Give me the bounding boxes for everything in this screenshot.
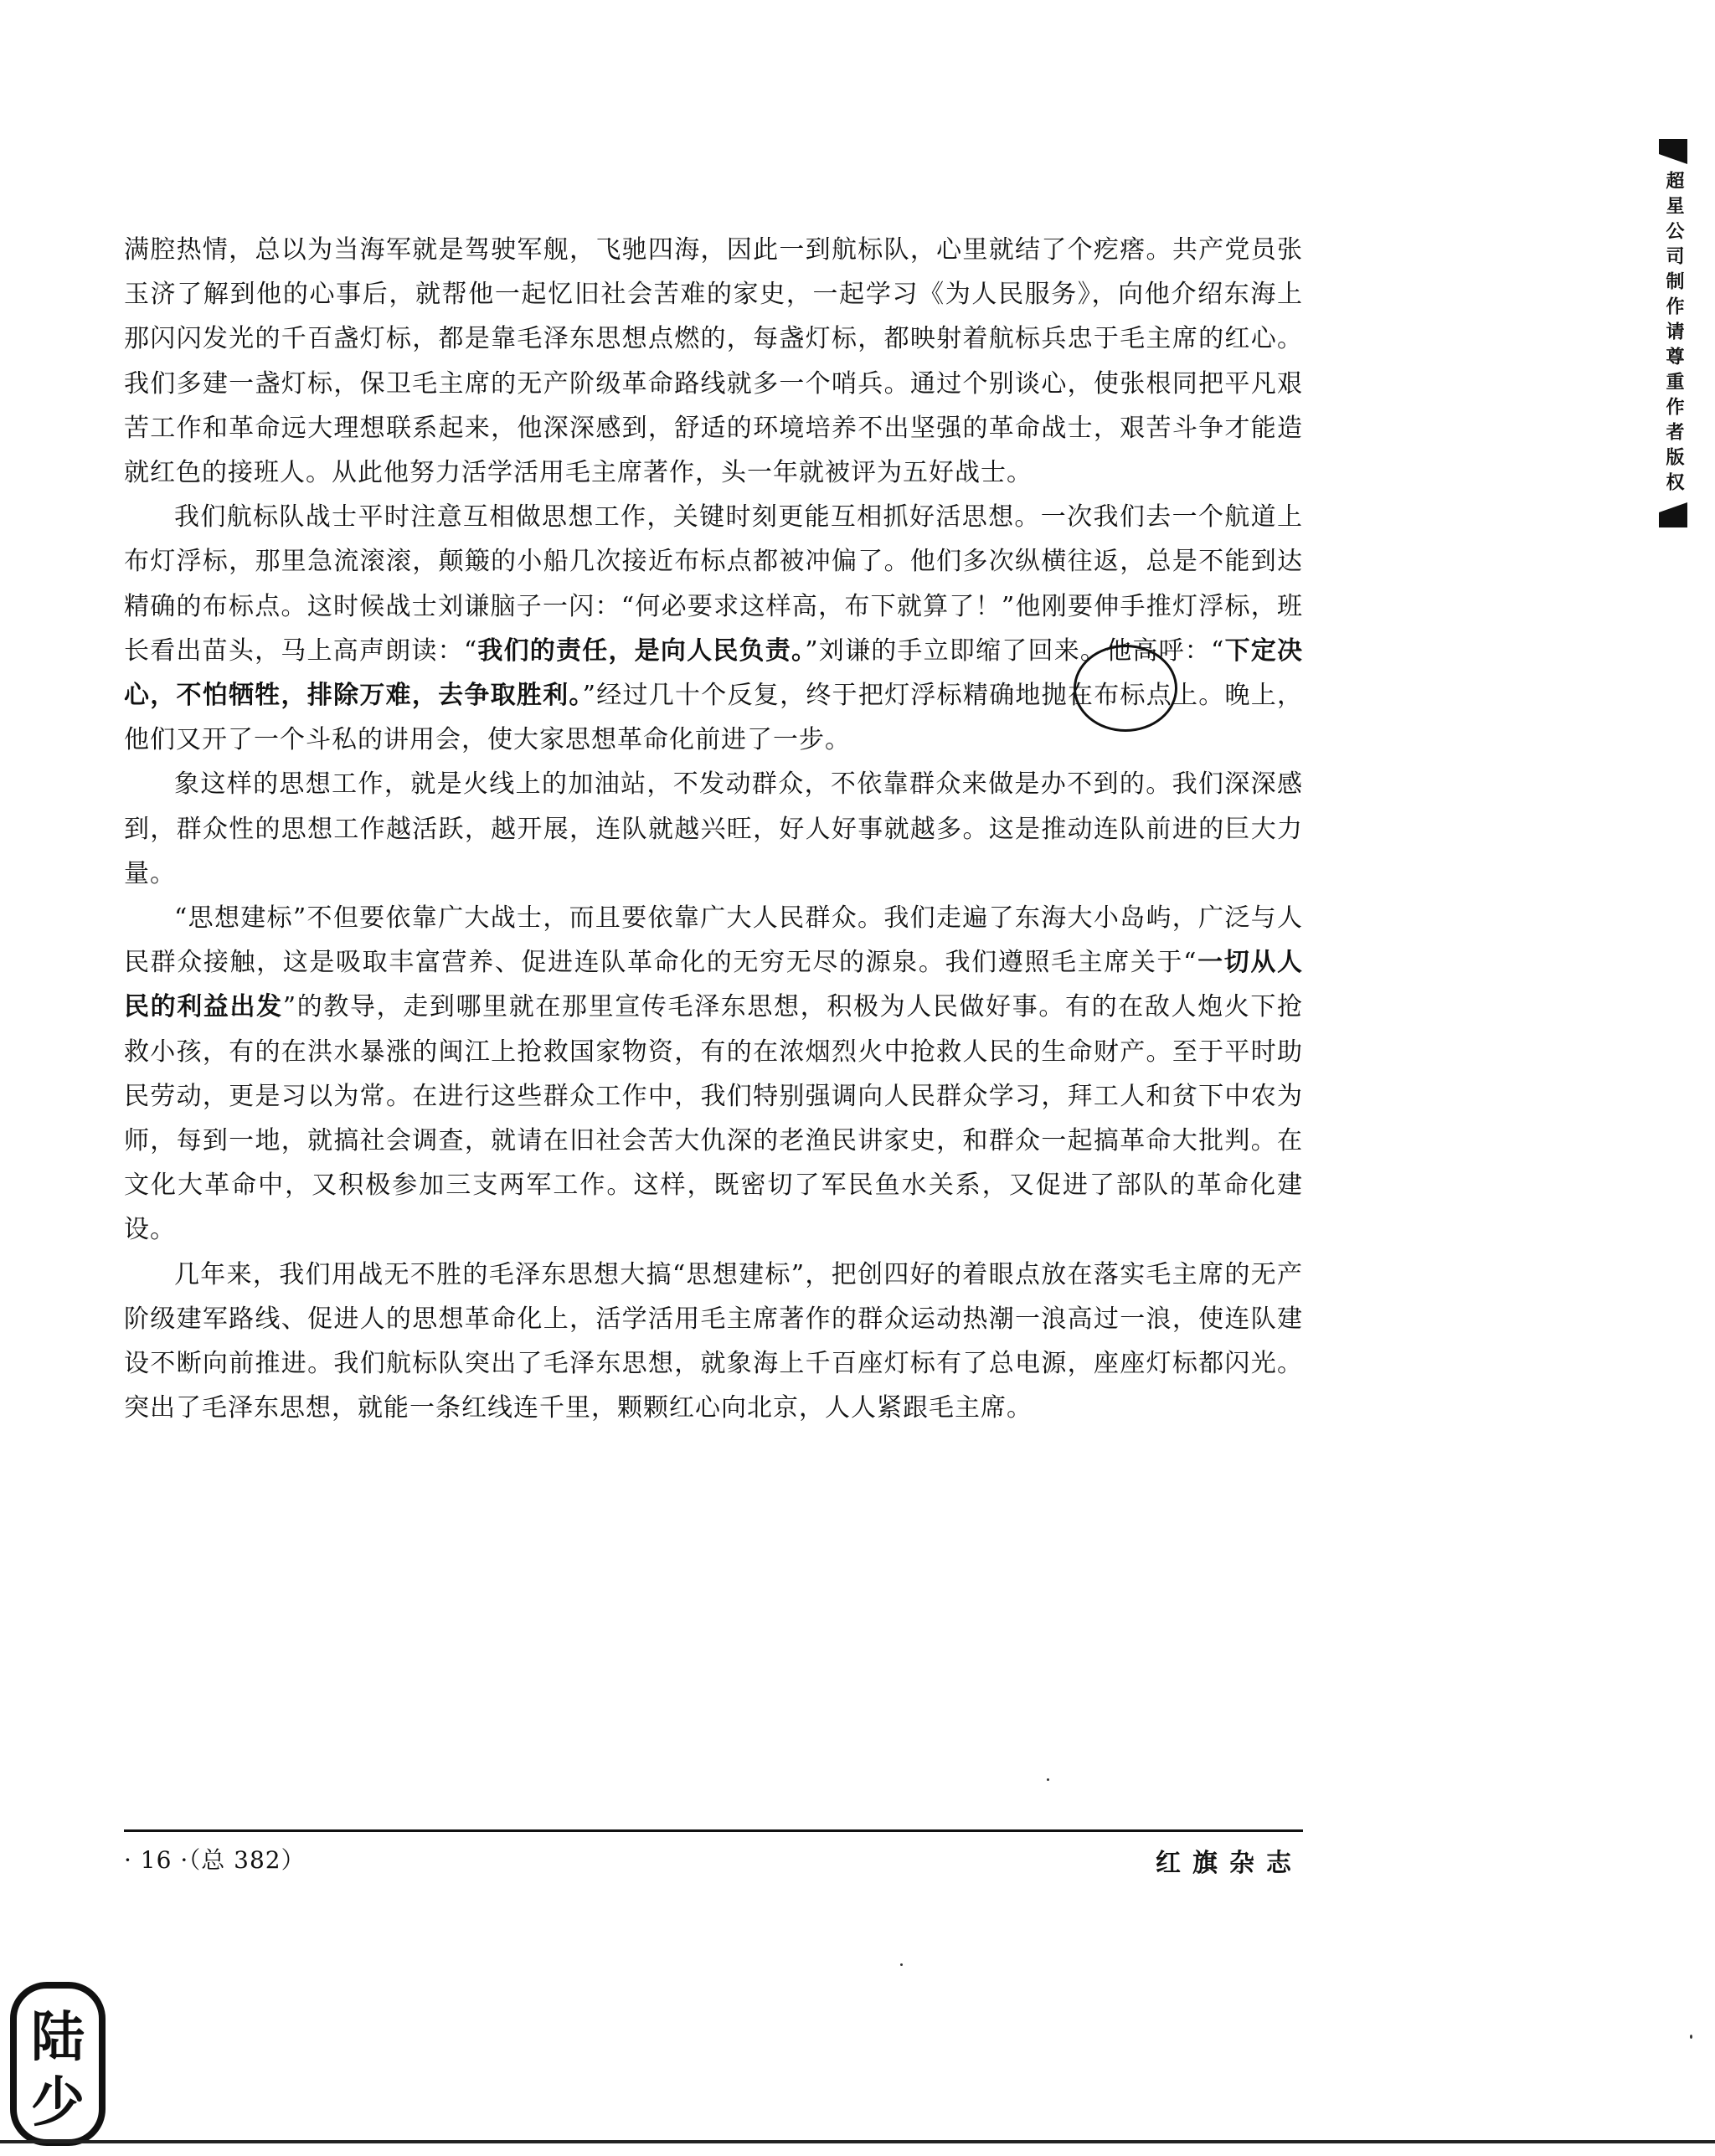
text-run: 象这样的思想工作，就是火线上的加油站，不发动群众，不依靠群众来做是办不到的。我们深深感到，群众性的思想工作越活跃，越开展，连队就越兴旺，好人好事就越多。这是推动连队前进的巨大力量。 xyxy=(124,769,1303,888)
copyright-text: 超星公司制作请尊重作者版权 xyxy=(1663,171,1684,497)
journal-title: 红旗杂志 xyxy=(1156,1849,1303,1878)
copyright-notice xyxy=(1656,139,1690,527)
bold-quotation: 一切从人民的利益出发 xyxy=(124,948,1303,1022)
notice-bar-top xyxy=(1659,139,1687,164)
paragraph xyxy=(124,1253,1303,1431)
page-number: · 16 ·（总 382） xyxy=(124,1846,306,1874)
scan-speck xyxy=(1047,1778,1049,1781)
seal-stamp-icon xyxy=(8,1980,107,2148)
text-run: “思想建标”不但要依靠广大战士，而且要依靠广大人民群众。我们走遍了东海大小岛屿，广泛与人民群众接触，这是吸取丰富营养、促进连队革命化的无穷无尽的源泉。我们遵照毛主席关于“ xyxy=(124,903,1303,978)
scan-edge-line xyxy=(0,2140,1715,2143)
footer-divider xyxy=(124,1829,1303,1832)
seal-char-1: 陆 xyxy=(31,2006,85,2069)
text-run: 几年来，我们用战无不胜的毛泽东思想大搞“思想建标”，把创四好的着眼点放在落实毛主席的无产阶级建军路线、促进人的思想革命化上，活学活用毛主席著作的群众运动热潮一浪高过一浪，使连队建设不断向前推进。我们航标队突出了毛泽东思想，就象海上千百座灯标有了总电源，座座灯标都闪光。突出了毛泽东思想，就能一条红线连千里，颗颗红心向北京，人人紧跟毛主席。 xyxy=(124,1259,1303,1423)
scan-speck xyxy=(1690,2035,1692,2039)
seal-char-2: 少 xyxy=(31,2071,85,2134)
text-run: ”经过几十个反复，终于把灯浮标精确地抛在布标点上。晚上，他们又开了一个斗私的讲用会，使大家思想革命化前进了一步。 xyxy=(124,681,1304,755)
text-run: ”刘谦的手立即缩了回来。他高呼：“ xyxy=(805,635,1225,666)
notice-bar-bottom xyxy=(1659,502,1687,527)
text-run: ”的教导，走到哪里就在那里宣传毛泽东思想，积极为人民做好事。有的在敌人炮火下抢救小孩，有的在洪水暴涨的闽江上抢救国家物资，有的在浓烟烈火中抢救人民的生命财产。至于平时助民劳动，更是习以为常。在进行这些群众工作中，我们特别强调向人民群众学习，拜工人和贫下中农为师，每到一地，就搞社会调查，就请在旧社会苦大仇深的老渔民讲家史，和群众一起搞革命大批判。在文化大革命中，又积极参加三支两军工作。这样，既密切了军民鱼水关系，又促进了部队的革命化建设。 xyxy=(124,992,1304,1245)
bold-quotation: 下定决心，不怕牺牲，排除万难，去争取胜利。 xyxy=(124,635,1304,711)
paragraph xyxy=(124,762,1303,896)
text-run: 我们航标队战士平时注意互相做思想工作，关键时刻更能互相抓好活思想。一次我们去一个航道上布灯浮标，那里急流滚滚，颠簸的小船几次接近布标点都被冲偏了。他们多次纵横往返，总是不能到达精确的布标点。这时候战士刘谦脑子一闪：“何必要求这样高，布下就算了！”他刚要伸手推灯浮标，班长看出苗头，马上高声朗读：“ xyxy=(124,502,1303,666)
text-run: 满腔热情，总以为当海军就是驾驶军舰，飞驰四海，因此一到航标队，心里就结了个疙瘩。共产党员张玉济了解到他的心事后，就帮他一起忆旧社会苦难的家史，一起学习《为人民服务》，向他介绍东海上那闪闪发光的千百盏灯标，都是靠毛泽东思想点燃的，每盏灯标，都映射着航标兵忠于毛主席的红心。我们多建一盏灯标，保卫毛主席的无产阶级革命路线就多一个哨兵。通过个别谈心，使张根同把平凡艰苦工作和革命远大理想联系起来，他深深感到，舒适的环境培养不出坚强的革命战士，艰苦斗争才能造就红色的接班人。从此他努力活学活用毛主席著作，头一年就被评为五好战士。 xyxy=(124,235,1303,488)
article-body xyxy=(124,228,1303,1430)
paragraph xyxy=(124,228,1303,495)
scan-speck xyxy=(900,1963,903,1966)
paragraph xyxy=(124,896,1303,1253)
bold-quotation: 我们的责任，是向人民负责。 xyxy=(477,635,806,666)
handwritten-circle-mark xyxy=(1074,645,1177,732)
